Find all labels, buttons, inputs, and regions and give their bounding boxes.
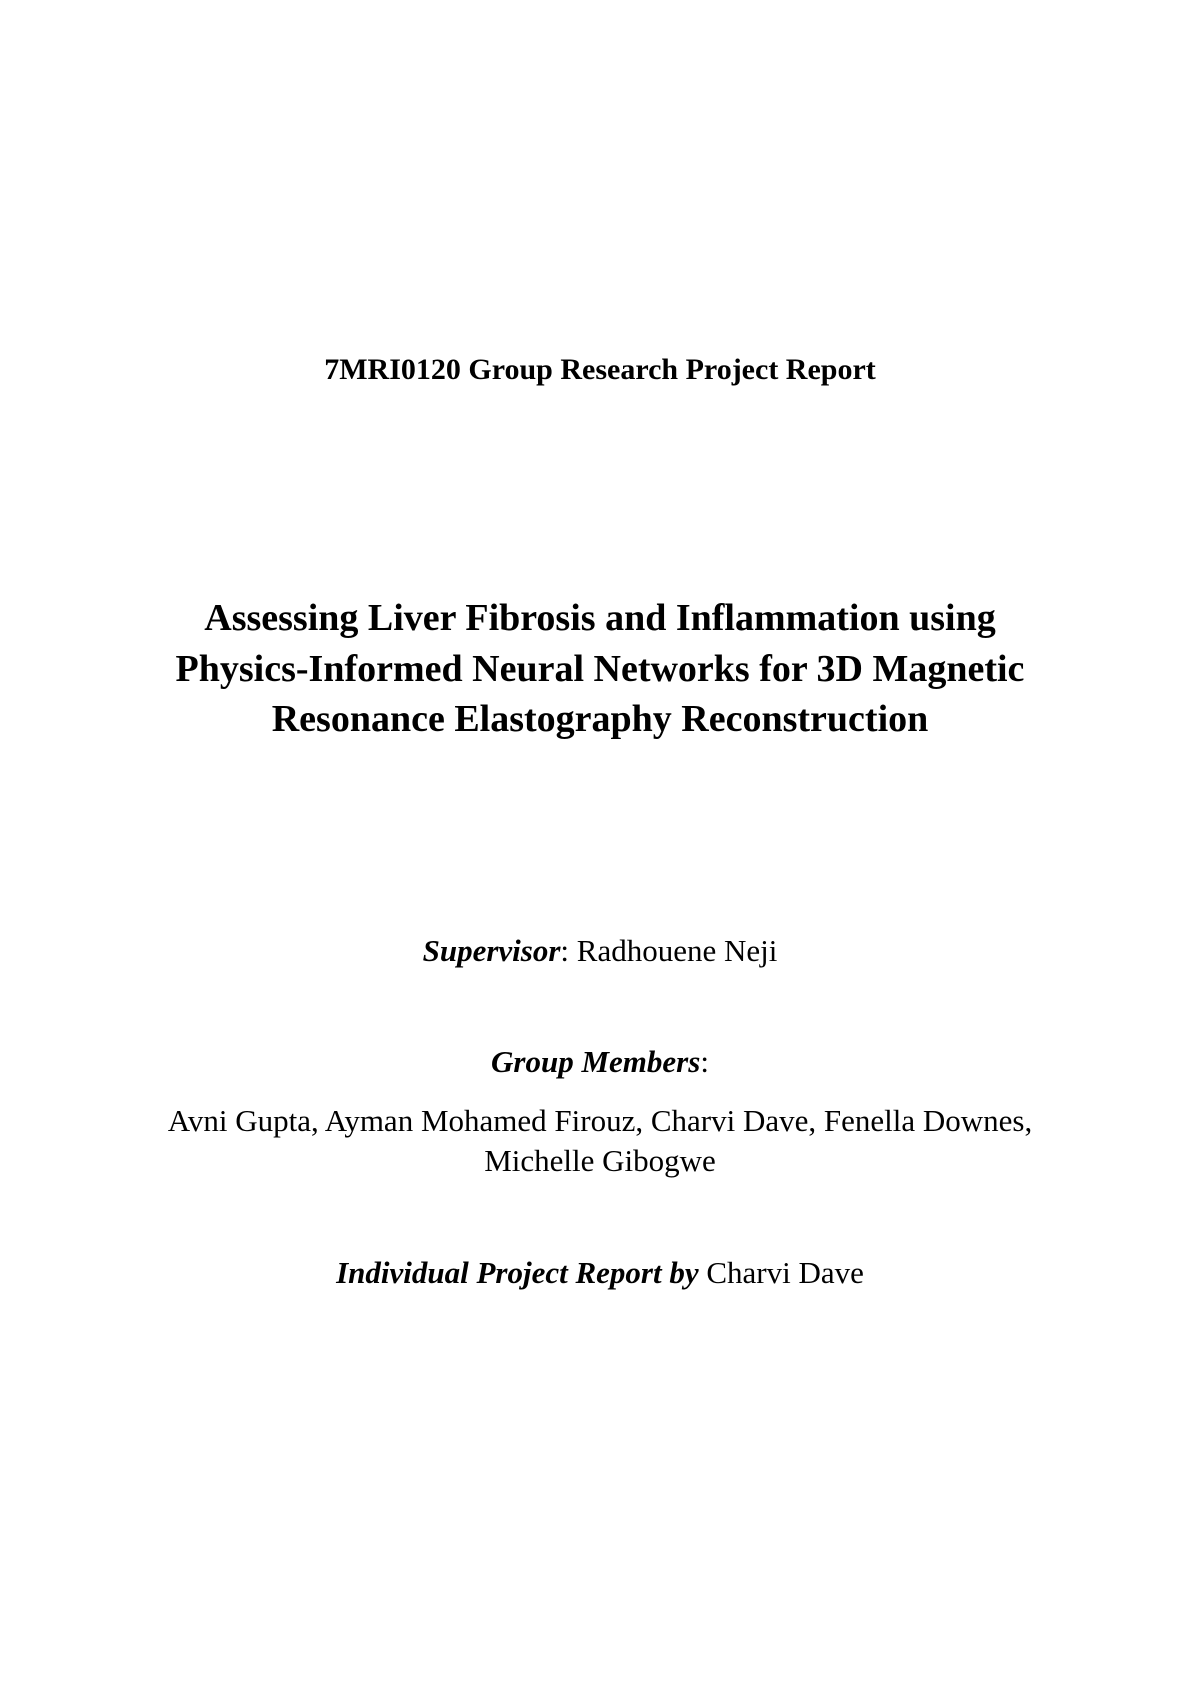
individual-report-line: [0, 1257, 1200, 1288]
group-members-line-1: Avni Gupta, Ayman Mohamed Firouz, Charvi Dave, Fenella Downes,: [167, 1103, 1033, 1138]
group-members-label: Group Members: [491, 1044, 701, 1079]
supervisor-name: Radhouene Neji: [576, 933, 778, 968]
supervisor-line: [0, 935, 1200, 966]
report-title-line-2: Physics-Informed Neural Networks for 3D Magnetic: [175, 648, 1025, 690]
supervisor-separator: :: [560, 933, 577, 968]
course-report-heading: 7MRI0120 Group Research Project Report: [324, 353, 876, 386]
report-title-line-3: Resonance Elastography Reconstruction: [271, 698, 929, 740]
group-members-line-2: Michelle Gibogwe: [484, 1143, 716, 1178]
individual-report-label: Individual Project Report by: [336, 1255, 699, 1290]
supervisor-label: Supervisor: [422, 933, 561, 968]
individual-report-author: Charvi Dave: [706, 1255, 864, 1290]
group-members-separator: :: [700, 1044, 709, 1079]
report-title-line-1: Assessing Liver Fibrosis and Inflammation using: [204, 597, 996, 639]
group-members-heading: [0, 1046, 1200, 1077]
